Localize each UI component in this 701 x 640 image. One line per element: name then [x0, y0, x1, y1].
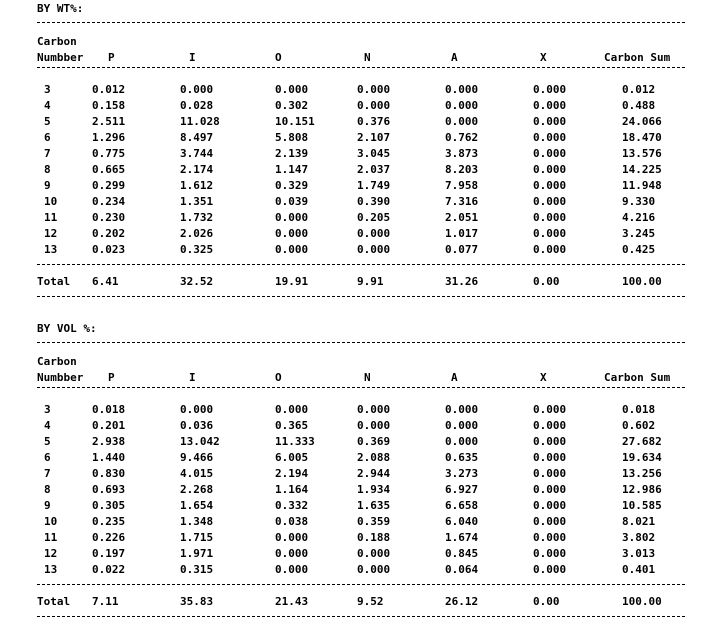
table-cell: 0.390 [357, 195, 391, 208]
dashed-divider [37, 616, 685, 617]
total-label: Total [37, 275, 71, 288]
column-header-n: N [364, 371, 371, 384]
table-cell: 0.039 [275, 195, 309, 208]
table-cell: 0.028 [180, 99, 214, 112]
table-cell: 9.330 [622, 195, 656, 208]
total-cell: 35.83 [180, 595, 214, 608]
dashed-divider [37, 67, 685, 68]
column-header-o: O [275, 371, 282, 384]
table-cell: 0.000 [533, 83, 567, 96]
table-cell: 0.000 [533, 547, 567, 560]
table-cell: 0.830 [92, 467, 126, 480]
table-cell: 0.635 [445, 451, 479, 464]
table-cell: 6.040 [445, 515, 479, 528]
carbon-number-cell: 12 [44, 227, 58, 240]
table-cell: 2.088 [357, 451, 391, 464]
total-cell: 19.91 [275, 275, 309, 288]
table-cell: 0.022 [92, 563, 126, 576]
total-cell: 21.43 [275, 595, 309, 608]
table-cell: 1.351 [180, 195, 214, 208]
table-cell: 2.174 [180, 163, 214, 176]
table-cell: 0.000 [533, 499, 567, 512]
header-number-label: Numbber [37, 371, 84, 384]
table-cell: 0.000 [275, 83, 309, 96]
table-cell: 0.665 [92, 163, 126, 176]
table-cell: 0.000 [357, 403, 391, 416]
column-header-p: P [108, 51, 115, 64]
table-cell: 1.732 [180, 211, 214, 224]
table-cell: 1.348 [180, 515, 214, 528]
carbon-number-cell: 7 [44, 147, 51, 160]
table-cell: 0.000 [357, 243, 391, 256]
table-cell: 0.000 [533, 243, 567, 256]
table-cell: 0.012 [92, 83, 126, 96]
table-cell: 3.273 [445, 467, 479, 480]
total-cell: 0.00 [533, 275, 560, 288]
table-cell: 2.938 [92, 435, 126, 448]
table-cell: 24.066 [622, 115, 662, 128]
table-cell: 0.602 [622, 419, 656, 432]
table-cell: 0.018 [92, 403, 126, 416]
table-cell: 1.934 [357, 483, 391, 496]
carbon-number-cell: 8 [44, 483, 51, 496]
table-cell: 0.305 [92, 499, 126, 512]
table-cell: 0.775 [92, 147, 126, 160]
dashed-divider [37, 584, 685, 585]
table-cell: 0.369 [357, 435, 391, 448]
table-cell: 0.000 [533, 563, 567, 576]
table-cell: 0.023 [92, 243, 126, 256]
table-cell: 1.674 [445, 531, 479, 544]
total-cell: 32.52 [180, 275, 214, 288]
total-cell: 31.26 [445, 275, 479, 288]
column-header-x: X [540, 371, 547, 384]
carbon-number-cell: 5 [44, 435, 51, 448]
table-cell: 0.376 [357, 115, 391, 128]
table-cell: 0.000 [445, 99, 479, 112]
table-cell: 0.000 [445, 403, 479, 416]
table-cell: 0.000 [533, 419, 567, 432]
total-cell: 7.11 [92, 595, 119, 608]
carbon-number-cell: 9 [44, 179, 51, 192]
table-cell: 0.000 [533, 515, 567, 528]
table-cell: 7.316 [445, 195, 479, 208]
table-cell: 0.000 [275, 531, 309, 544]
table-cell: 6.658 [445, 499, 479, 512]
table-cell: 0.401 [622, 563, 656, 576]
table-cell: 1.635 [357, 499, 391, 512]
table-cell: 0.000 [533, 131, 567, 144]
carbon-number-cell: 10 [44, 195, 58, 208]
table-cell: 3.013 [622, 547, 656, 560]
table-cell: 0.000 [533, 227, 567, 240]
table-cell: 0.036 [180, 419, 214, 432]
table-cell: 1.296 [92, 131, 126, 144]
table-cell: 0.325 [180, 243, 214, 256]
total-cell: 100.00 [622, 275, 662, 288]
table-cell: 0.226 [92, 531, 126, 544]
table-cell: 8.021 [622, 515, 656, 528]
table-cell: 8.203 [445, 163, 479, 176]
column-header-n: N [364, 51, 371, 64]
table-cell: 3.873 [445, 147, 479, 160]
table-cell: 4.216 [622, 211, 656, 224]
table-cell: 0.000 [357, 99, 391, 112]
dashed-divider [37, 342, 685, 343]
table-cell: 0.315 [180, 563, 214, 576]
column-header-o: O [275, 51, 282, 64]
total-cell: 26.12 [445, 595, 479, 608]
table-cell: 11.028 [180, 115, 220, 128]
header-number-label: Numbber [37, 51, 84, 64]
table-cell: 0.365 [275, 419, 309, 432]
table-cell: 0.425 [622, 243, 656, 256]
total-cell: 100.00 [622, 595, 662, 608]
table-cell: 2.051 [445, 211, 479, 224]
table-cell: 2.139 [275, 147, 309, 160]
dashed-divider [37, 296, 685, 297]
table-cell: 1.749 [357, 179, 391, 192]
table-cell: 0.000 [445, 435, 479, 448]
column-header-carbon-sum: Carbon Sum [604, 51, 671, 64]
table-cell: 0.000 [275, 243, 309, 256]
table-cell: 0.000 [275, 547, 309, 560]
table-cell: 27.682 [622, 435, 662, 448]
table-cell: 0.000 [275, 563, 309, 576]
table-cell: 0.000 [533, 195, 567, 208]
header-carbon-label: Carbon [37, 35, 77, 48]
carbon-number-cell: 12 [44, 547, 58, 560]
table-cell: 0.202 [92, 227, 126, 240]
table-cell: 0.188 [357, 531, 391, 544]
table-cell: 0.000 [533, 179, 567, 192]
table-cell: 1.654 [180, 499, 214, 512]
column-header-x: X [540, 51, 547, 64]
table-cell: 0.000 [445, 419, 479, 432]
table-cell: 11.948 [622, 179, 662, 192]
table-cell: 2.194 [275, 467, 309, 480]
table-cell: 0.000 [533, 403, 567, 416]
table-cell: 0.000 [275, 227, 309, 240]
table-cell: 0.302 [275, 99, 309, 112]
table-cell: 7.958 [445, 179, 479, 192]
table-cell: 11.333 [275, 435, 315, 448]
table-cell: 9.466 [180, 451, 214, 464]
column-header-i: I [189, 371, 196, 384]
table-cell: 3.744 [180, 147, 214, 160]
carbon-number-cell: 4 [44, 419, 51, 432]
table-cell: 1.017 [445, 227, 479, 240]
table-cell: 2.268 [180, 483, 214, 496]
table-cell: 0.018 [622, 403, 656, 416]
table-cell: 0.845 [445, 547, 479, 560]
table-cell: 0.000 [533, 99, 567, 112]
table-cell: 0.000 [533, 147, 567, 160]
column-header-a: A [451, 371, 458, 384]
table-cell: 12.986 [622, 483, 662, 496]
table-cell: 0.000 [533, 115, 567, 128]
total-cell: 9.52 [357, 595, 384, 608]
table-cell: 10.585 [622, 499, 662, 512]
table-cell: 13.576 [622, 147, 662, 160]
section-title: BY VOL %: [37, 322, 97, 335]
table-cell: 0.000 [445, 83, 479, 96]
carbon-number-cell: 7 [44, 467, 51, 480]
table-cell: 0.000 [357, 419, 391, 432]
table-cell: 0.000 [533, 531, 567, 544]
carbon-number-cell: 13 [44, 243, 58, 256]
table-cell: 6.005 [275, 451, 309, 464]
dashed-divider [37, 387, 685, 388]
carbon-number-cell: 10 [44, 515, 58, 528]
table-cell: 0.038 [275, 515, 309, 528]
table-cell: 0.000 [357, 547, 391, 560]
table-cell: 0.000 [180, 83, 214, 96]
carbon-number-cell: 4 [44, 99, 51, 112]
column-header-a: A [451, 51, 458, 64]
table-cell: 0.000 [533, 211, 567, 224]
table-cell: 0.000 [275, 403, 309, 416]
table-cell: 0.000 [533, 483, 567, 496]
table-cell: 0.000 [533, 451, 567, 464]
table-cell: 10.151 [275, 115, 315, 128]
table-cell: 0.693 [92, 483, 126, 496]
table-cell: 0.197 [92, 547, 126, 560]
table-cell: 0.235 [92, 515, 126, 528]
table-cell: 18.470 [622, 131, 662, 144]
table-cell: 0.230 [92, 211, 126, 224]
carbon-number-cell: 13 [44, 563, 58, 576]
table-cell: 2.944 [357, 467, 391, 480]
table-cell: 0.000 [445, 115, 479, 128]
carbon-number-cell: 6 [44, 131, 51, 144]
table-cell: 2.511 [92, 115, 126, 128]
table-cell: 2.037 [357, 163, 391, 176]
table-cell: 19.634 [622, 451, 662, 464]
total-label: Total [37, 595, 71, 608]
table-cell: 0.000 [357, 563, 391, 576]
table-cell: 3.802 [622, 531, 656, 544]
table-cell: 3.045 [357, 147, 391, 160]
table-cell: 0.234 [92, 195, 126, 208]
carbon-number-cell: 9 [44, 499, 51, 512]
table-cell: 0.000 [357, 227, 391, 240]
table-cell: 4.015 [180, 467, 214, 480]
table-cell: 1.715 [180, 531, 214, 544]
carbon-number-cell: 3 [44, 83, 51, 96]
table-cell: 0.000 [533, 163, 567, 176]
total-cell: 6.41 [92, 275, 119, 288]
carbon-number-cell: 6 [44, 451, 51, 464]
table-cell: 0.012 [622, 83, 656, 96]
table-cell: 0.158 [92, 99, 126, 112]
total-cell: 9.91 [357, 275, 384, 288]
table-cell: 0.488 [622, 99, 656, 112]
table-cell: 0.205 [357, 211, 391, 224]
table-cell: 14.225 [622, 163, 662, 176]
section-title: BY WT%: [37, 2, 84, 15]
table-cell: 0.201 [92, 419, 126, 432]
table-cell: 0.000 [533, 467, 567, 480]
table-cell: 13.042 [180, 435, 220, 448]
carbon-number-cell: 11 [44, 211, 58, 224]
table-cell: 5.808 [275, 131, 309, 144]
total-cell: 0.00 [533, 595, 560, 608]
section-volume-percent [0, 320, 701, 640]
header-carbon-label: Carbon [37, 355, 77, 368]
table-cell: 0.000 [180, 403, 214, 416]
column-header-carbon-sum: Carbon Sum [604, 371, 671, 384]
table-cell: 0.329 [275, 179, 309, 192]
table-cell: 6.927 [445, 483, 479, 496]
table-cell: 0.000 [357, 83, 391, 96]
table-cell: 8.497 [180, 131, 214, 144]
table-cell: 1.612 [180, 179, 214, 192]
table-cell: 1.164 [275, 483, 309, 496]
table-cell: 0.299 [92, 179, 126, 192]
table-cell: 1.440 [92, 451, 126, 464]
carbon-number-cell: 11 [44, 531, 58, 544]
table-cell: 0.077 [445, 243, 479, 256]
table-cell: 0.762 [445, 131, 479, 144]
table-cell: 1.147 [275, 163, 309, 176]
table-cell: 0.000 [275, 211, 309, 224]
table-cell: 3.245 [622, 227, 656, 240]
table-cell: 13.256 [622, 467, 662, 480]
table-cell: 0.332 [275, 499, 309, 512]
table-cell: 0.359 [357, 515, 391, 528]
column-header-p: P [108, 371, 115, 384]
carbon-number-cell: 8 [44, 163, 51, 176]
table-cell: 1.971 [180, 547, 214, 560]
carbon-number-cell: 3 [44, 403, 51, 416]
table-cell: 2.107 [357, 131, 391, 144]
table-cell: 2.026 [180, 227, 214, 240]
table-cell: 0.000 [533, 435, 567, 448]
table-cell: 0.064 [445, 563, 479, 576]
column-header-i: I [189, 51, 196, 64]
dashed-divider [37, 22, 685, 23]
carbon-number-cell: 5 [44, 115, 51, 128]
dashed-divider [37, 264, 685, 265]
